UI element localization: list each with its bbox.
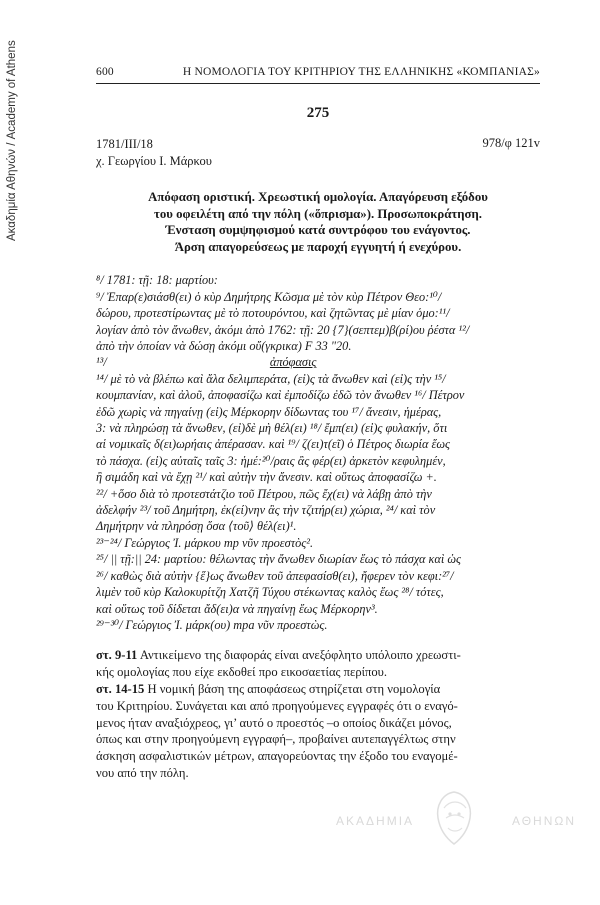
header-rule	[96, 83, 540, 84]
document-number: 275	[306, 105, 330, 121]
commentary-line: νου από την πόλη.	[96, 765, 189, 780]
page-number: 600	[96, 66, 114, 78]
transcript-line: ἀδελφήν ²³/ τοῦ Δημήτρη, ἐκ(εί)νην ἂς τὴν τζιτήρ(ει) χώρια, ²⁴/ καὶ τὸν	[96, 503, 436, 518]
transcript-line: λογίαν ἀπὸ τὸν ἄνωθεν, ἀκόμι ἀπὸ 1762: τῇ: 20 {7}(σεπτεμ)β(ρί)ου ῥέστα ¹²/	[96, 322, 470, 337]
summary-line: Απόφαση οριστική. Χρεωστική ομολογία. Απαγόρευση εξόδου	[148, 190, 488, 204]
transcript-line: ἀπὸ τὴν ὁποίαν νὰ δώσῃ ἀκόμι οὔ(γκρικα) F 33 "20.	[96, 339, 352, 353]
document-meta	[96, 136, 540, 170]
commentary-text: Η νομική βάση της αποφάσεως στηρίζεται στη νομολογία	[147, 681, 441, 696]
transcript-heading-line	[96, 354, 540, 370]
document-scribe: χ. Γεωργίου Ι. Μάρκου	[96, 154, 212, 168]
transcript-line: ²⁶/ καθὼς διὰ αὐτὴν {ἕ}ως ἄνωθεν τοῦ ἀπεφασίσθ(ει), ἤφερεν τὸν κεφι:²⁷/	[96, 568, 454, 583]
transcript	[96, 272, 540, 633]
document-page	[96, 66, 540, 782]
summary-line: Άρση απαγορεύσεως με παροχή εγγυητή ή ενεχύρου.	[174, 239, 462, 254]
watermark-text-left: ΑΚΑΔΗΜΙΑ	[336, 814, 415, 828]
transcript-line: ¹⁴/ μὲ τὸ νὰ βλέπω καὶ ἄλα δελιμπεράτα, (εἰ)ς τὰ ἄνωθεν καὶ (εἰ)ς τὴν ¹⁵/	[96, 371, 446, 386]
running-head	[96, 66, 540, 78]
transcript-line-number: ¹³/	[96, 355, 107, 370]
running-head-title: Η ΝΟΜΟΛΟΓΙΑ ΤΟΥ ΚΡΙΤΗΡΙΟΥ ΤΗΣ ΕΛΛΗΝΙΚΗΣ «ΚΟΜΠΑΝΙΑΣ»	[182, 66, 540, 78]
commentary-label: στ. 14-15	[96, 681, 145, 696]
academy-side-label: Ακαδημία Αθηνών / Academy of Athens	[6, 40, 18, 241]
transcript-line: ἢ σιμάδη καὶ νὰ ἔχῃ ²¹/ καὶ αὐτὴν τὴν ἄνεσιν. καὶ οὕτως ἀποφασίζω +.	[96, 470, 437, 485]
transcript-line: Δημήτρην νὰ πληρόσῃ ὅσα ⟨τοῦ⟩ θέλ(ει)¹.	[96, 519, 297, 534]
transcript-line: ²²/ +ὅσο διὰ τὸ προτεστάτζιο τοῦ Πέτρου, πῶς ἔχ(ει) νὰ λάβῃ ἀπὸ τὴν	[96, 486, 432, 501]
athena-head-icon	[428, 788, 480, 848]
transcript-line: ²⁹⁻³⁰/ Γεώργιος Ἰ. μάρκ(ου) mpa νῦν προεστὼς.	[96, 617, 328, 632]
commentary-line: μενος ήταν αναξιόχρεος, γι’ αυτό ο προεστός –ο οποίος δικάζει μόνος,	[96, 715, 452, 730]
watermark-text-right: ΑΘΗΝΩΝ	[511, 814, 576, 828]
commentary-line	[96, 647, 540, 664]
summary-line: του οφειλέτη από την πόλη («ὅπρισμα»). Προσωποκράτηση.	[154, 206, 482, 221]
commentary	[96, 647, 540, 781]
transcript-line: αἱ νομικαῖς δ(ει)ωρήαις ἀπέρασαν. καὶ ¹⁹/ ζ(ει)τ(εῖ) ὁ Πέτρος διωρία ἕως	[96, 437, 451, 452]
transcript-line: δώρου, προτεστίρωντας μὲ τὸ ποτουρόντου, καὶ ζητῶντας μὲ μίαν ὁμο:¹¹/	[96, 306, 450, 321]
summary	[96, 189, 540, 255]
commentary-line: του Κριτηρίου. Συνάγεται και από προηγούμενες εγγραφές ότι ο εναγό-	[96, 698, 458, 713]
transcript-line: κουμπανίαν, καὶ ἀλοῦ, ἀποφασίζω καὶ ἐμποδίζω ἐδῶ τὸν ἄνωθεν ¹⁶/ Πέτρον	[96, 388, 465, 403]
commentary-line	[96, 681, 540, 698]
commentary-text: Αντικείμενο της διαφοράς είναι ανεξόφλητο υπόλοιπο χρεωστι-	[139, 648, 461, 663]
transcript-heading: ἀπόφασις	[269, 355, 317, 370]
commentary-line: όπως και στην προηγούμενη εγγραφή–, προβαίνει αυτεπαγγέλτως στην	[96, 732, 456, 747]
transcript-line: ⁹/ Ἐπαρ(ε)σιάσθ(ει) ὁ κὺρ Δημήτρης Κῶσμα μὲ τὸν κὺρ Πέτρον Θεο:¹⁰/	[96, 289, 442, 304]
academy-watermark	[336, 800, 576, 870]
transcript-line: καὶ οὕτως τοῦ δίδεται ἄδ(ει)α νὰ πηγαίνῃ ἕως Μέρκορην³.	[96, 601, 378, 616]
summary-line: Ένσταση συμψηφισμού κατά συντρόφου του ενάγοντος.	[165, 223, 471, 238]
transcript-line: ⁸/ 1781: τῇ: 18: μαρτίου:	[96, 273, 218, 288]
source-reference: 978/φ 121v	[482, 136, 540, 150]
commentary-label: στ. 9-11	[96, 648, 138, 663]
commentary-line: κής ομολογίας που είχε εκδοθεί προ εικοσαετίας περίπου.	[96, 665, 388, 680]
commentary-line: άσκηση ασφαλιστικών μέτρων, απαγορεύοντας την έξοδο του εναγομέ-	[96, 749, 458, 764]
transcript-line: λιμὲν τοῦ κὺρ Καλοκυρίτζη Χατζῆ Τύχου στέκωντας καλὸς ἕως ²⁸/ τότες,	[96, 585, 444, 600]
transcript-line: ἐδῶ χωρὶς νὰ πηγαίνῃ (εἰ)ς Μέρκορην δίδωντας του ¹⁷/ ἄνεσιν, ἡμέρας,	[96, 404, 442, 419]
transcript-line: 3: νὰ πληρώσῃ τὰ ἄνωθεν, (εἰ)δὲ μὴ θέλ(ει) ¹⁸/ ἔμπ(ει) (εἰ)ς φυλακήν, ὅτι	[96, 421, 448, 436]
document-date: 1781/ΙΙΙ/18	[96, 137, 153, 151]
transcript-line: ²⁵/ || τῇ:|| 24: μαρτίου: θέλωντας τὴν ἄνωθεν διωρίαν ἕως τὸ πάσχα καὶ ὡς	[96, 552, 462, 567]
transcript-line: ²³⁻²⁴/ Γεώργιος Ἰ. μάρκου mp νῦν προεστὸς².	[96, 535, 314, 550]
transcript-line: τὸ πάσχα. (εἰ)ς αὐταῖς ταῖς 3: ἡμέ:²⁰/ραις ἂς φέρ(ει) ἀρκετὸν κεφυλημέν,	[96, 453, 446, 468]
